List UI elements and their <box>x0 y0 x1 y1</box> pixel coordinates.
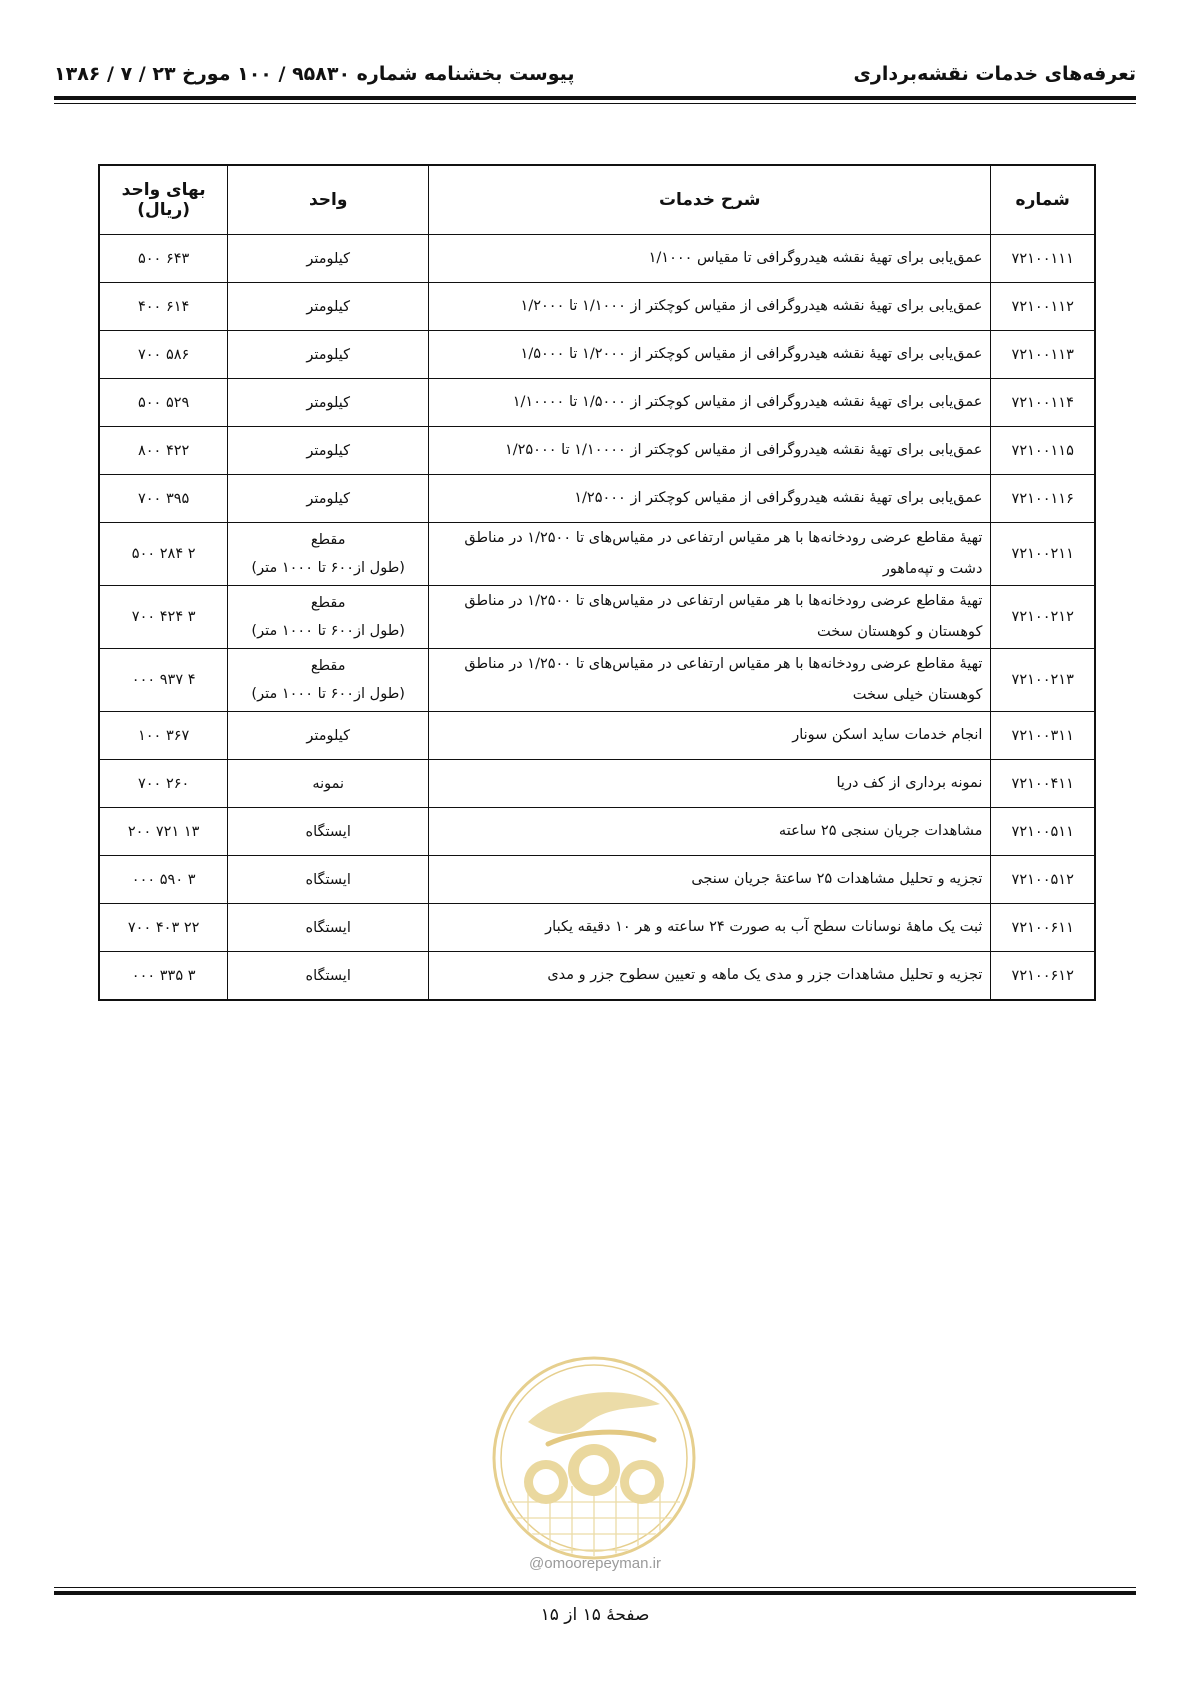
service-code-cell: ۷۲۱۰۰۲۱۳ <box>991 649 1095 712</box>
unit-label: مقطع <box>310 595 346 611</box>
table-row <box>99 952 1095 1001</box>
unit-note: (طول از۶۰۰ تا ۱۰۰۰ متر) <box>251 686 405 702</box>
unit-label: کیلومتر <box>306 298 351 315</box>
unit-label: نمونه <box>312 775 345 792</box>
unit-cell <box>228 427 429 475</box>
unit-price-cell: ۲ ۲۸۴ ۵۰۰ <box>99 523 228 586</box>
unit-cell <box>228 712 429 760</box>
seal-watermark <box>488 1352 700 1564</box>
unit-price-cell: ۳ ۴۲۴ ۷۰۰ <box>99 586 228 649</box>
service-description-cell: عمق‌یابی برای تهیهٔ نقشه هیدروگرافی از مقیاس کوچکتر از ۱/۵۰۰۰ تا ۱/۱۰۰۰۰ <box>429 379 991 427</box>
unit-price-cell: ۲۲ ۴۰۳ ۷۰۰ <box>99 904 228 952</box>
service-code-cell: ۷۲۱۰۰۶۱۲ <box>991 952 1095 1001</box>
service-code-cell: ۷۲۱۰۰۳۱۱ <box>991 712 1095 760</box>
unit-label: کیلومتر <box>306 727 351 744</box>
unit-price-cell: ۱۳ ۷۲۱ ۲۰۰ <box>99 808 228 856</box>
table-body <box>99 235 1095 1001</box>
footer-rule-thick <box>54 1591 1136 1595</box>
unit-price-cell: ۳ ۳۳۵ ۰۰۰ <box>99 952 228 1001</box>
unit-label: ایستگاه <box>305 823 351 840</box>
unit-label: مقطع <box>310 658 346 674</box>
table-row <box>99 283 1095 331</box>
unit-cell <box>228 952 429 1001</box>
table-row <box>99 379 1095 427</box>
service-code-cell: ۷۲۱۰۰۴۱۱ <box>991 760 1095 808</box>
unit-label: ایستگاه <box>305 967 351 984</box>
unit-label: کیلومتر <box>306 442 351 459</box>
attachment-reference: پیوست بخشنامه شماره ۹۵۸۳۰ / ۱۰۰ مورخ ۲۳ / ۷ / ۱۳۸۶ <box>54 63 575 85</box>
service-code-cell: ۷۲۱۰۰۲۱۱ <box>991 523 1095 586</box>
unit-cell <box>228 856 429 904</box>
table-row <box>99 523 1095 586</box>
table-header-row <box>99 165 1095 235</box>
table-row <box>99 856 1095 904</box>
service-code-cell: ۷۲۱۰۰۱۱۱ <box>991 235 1095 283</box>
unit-price-cell: ۵۲۹ ۵۰۰ <box>99 379 228 427</box>
unit-label: کیلومتر <box>306 250 351 267</box>
unit-price-cell: ۵۸۶ ۷۰۰ <box>99 331 228 379</box>
header-rule-thick <box>54 96 1136 100</box>
unit-cell <box>228 808 429 856</box>
unit-label: کیلومتر <box>306 346 351 363</box>
column-header-code: شماره <box>991 165 1095 235</box>
service-code-cell: ۷۲۱۰۰۱۱۲ <box>991 283 1095 331</box>
table-row <box>99 808 1095 856</box>
unit-cell <box>228 523 429 586</box>
unit-cell <box>228 475 429 523</box>
service-description-cell: ثبت یک ماههٔ نوسانات سطح آب به صورت ۲۴ ساعته و هر ۱۰ دقیقه یکبار <box>429 904 991 952</box>
unit-label: کیلومتر <box>306 490 351 507</box>
unit-price-cell: ۴ ۹۳۷ ۰۰۰ <box>99 649 228 712</box>
service-description-cell: تهیهٔ مقاطع عرضی رودخانه‌ها با هر مقیاس ارتفاعی در مقیاس‌های تا ۱/۲۵۰۰ در مناطق دشت و تپه‌ماهور <box>429 523 991 586</box>
service-description-cell: نمونه برداری از کف دریا <box>429 760 991 808</box>
service-code-cell: ۷۲۱۰۰۱۱۴ <box>991 379 1095 427</box>
service-description-cell: تهیهٔ مقاطع عرضی رودخانه‌ها با هر مقیاس ارتفاعی در مقیاس‌های تا ۱/۲۵۰۰ در مناطق کوهستان خیلی سخت <box>429 649 991 712</box>
unit-price-cell: ۶۱۴ ۴۰۰ <box>99 283 228 331</box>
table-row <box>99 586 1095 649</box>
price-header-line2: (ریال) <box>137 200 191 220</box>
service-description-cell: عمق‌یابی برای تهیهٔ نقشه هیدروگرافی از مقیاس کوچکتر از ۱/۱۰۰۰ تا ۱/۲۰۰۰ <box>429 283 991 331</box>
unit-cell <box>228 904 429 952</box>
unit-cell <box>228 760 429 808</box>
service-description-cell: عمق‌یابی برای تهیهٔ نقشه هیدروگرافی تا مقیاس ۱/۱۰۰۰ <box>429 235 991 283</box>
service-description-cell: تجزیه و تحلیل مشاهدات ۲۵ ساعتهٔ جریان سنجی <box>429 856 991 904</box>
table-row <box>99 331 1095 379</box>
unit-price-cell: ۶۴۳ ۵۰۰ <box>99 235 228 283</box>
service-description-cell: انجام خدمات ساید اسکن سونار <box>429 712 991 760</box>
unit-cell <box>228 235 429 283</box>
unit-label: مقطع <box>310 532 346 548</box>
unit-cell <box>228 649 429 712</box>
unit-price-cell: ۲۶۰ ۷۰۰ <box>99 760 228 808</box>
table-row <box>99 760 1095 808</box>
table-row <box>99 904 1095 952</box>
service-description-cell: تجزیه و تحلیل مشاهدات جزر و مدی یک ماهه و تعیین سطوح جزر و مدی <box>429 952 991 1001</box>
unit-price-cell: ۳۶۷ ۱۰۰ <box>99 712 228 760</box>
table-row <box>99 427 1095 475</box>
unit-price-cell: ۳۹۵ ۷۰۰ <box>99 475 228 523</box>
page-header <box>54 58 1136 90</box>
unit-label: ایستگاه <box>305 919 351 936</box>
unit-note: (طول از۶۰۰ تا ۱۰۰۰ متر) <box>251 623 405 639</box>
table-row <box>99 475 1095 523</box>
service-code-cell: ۷۲۱۰۰۵۱۱ <box>991 808 1095 856</box>
tariff-table <box>98 164 1096 1001</box>
unit-cell <box>228 379 429 427</box>
table-row <box>99 235 1095 283</box>
column-header-description: شرح خدمات <box>429 165 991 235</box>
unit-cell <box>228 586 429 649</box>
unit-price-cell: ۳ ۵۹۰ ۰۰۰ <box>99 856 228 904</box>
service-description-cell: عمق‌یابی برای تهیهٔ نقشه هیدروگرافی از مقیاس کوچکتر از ۱/۱۰۰۰۰ تا ۱/۲۵۰۰۰ <box>429 427 991 475</box>
service-description-cell: تهیهٔ مقاطع عرضی رودخانه‌ها با هر مقیاس ارتفاعی در مقیاس‌های تا ۱/۲۵۰۰ در مناطق کوهستان و کوهستان سخت <box>429 586 991 649</box>
column-header-unit: واحد <box>228 165 429 235</box>
service-code-cell: ۷۲۱۰۰۲۱۲ <box>991 586 1095 649</box>
watermark-site: @omoorepeyman.ir <box>529 1555 661 1572</box>
price-header-line1: بهای واحد <box>121 180 206 200</box>
service-code-cell: ۷۲۱۰۰۵۱۲ <box>991 856 1095 904</box>
service-code-cell: ۷۲۱۰۰۱۱۶ <box>991 475 1095 523</box>
unit-label: کیلومتر <box>306 394 351 411</box>
unit-cell <box>228 331 429 379</box>
service-description-cell: عمق‌یابی برای تهیهٔ نقشه هیدروگرافی از مقیاس کوچکتر از ۱/۲۰۰۰ تا ۱/۵۰۰۰ <box>429 331 991 379</box>
unit-price-cell: ۴۲۲ ۸۰۰ <box>99 427 228 475</box>
unit-note: (طول از۶۰۰ تا ۱۰۰۰ متر) <box>251 560 405 576</box>
service-code-cell: ۷۲۱۰۰۶۱۱ <box>991 904 1095 952</box>
service-description-cell: عمق‌یابی برای تهیهٔ نقشه هیدروگرافی از مقیاس کوچکتر از ۱/۲۵۰۰۰ <box>429 475 991 523</box>
service-code-cell: ۷۲۱۰۰۱۱۳ <box>991 331 1095 379</box>
table-row <box>99 649 1095 712</box>
column-header-price <box>99 165 228 235</box>
document-title: تعرفه‌های خدمات نقشه‌برداری <box>853 63 1136 85</box>
page-number: صفحهٔ ۱۵ از ۱۵ <box>540 1605 650 1625</box>
header-rule-thin <box>54 103 1136 104</box>
service-description-cell: مشاهدات جریان سنجی ۲۵ ساعته <box>429 808 991 856</box>
unit-cell <box>228 283 429 331</box>
service-code-cell: ۷۲۱۰۰۱۱۵ <box>991 427 1095 475</box>
footer-rule-thin <box>54 1587 1136 1588</box>
table-row <box>99 712 1095 760</box>
unit-label: ایستگاه <box>305 871 351 888</box>
